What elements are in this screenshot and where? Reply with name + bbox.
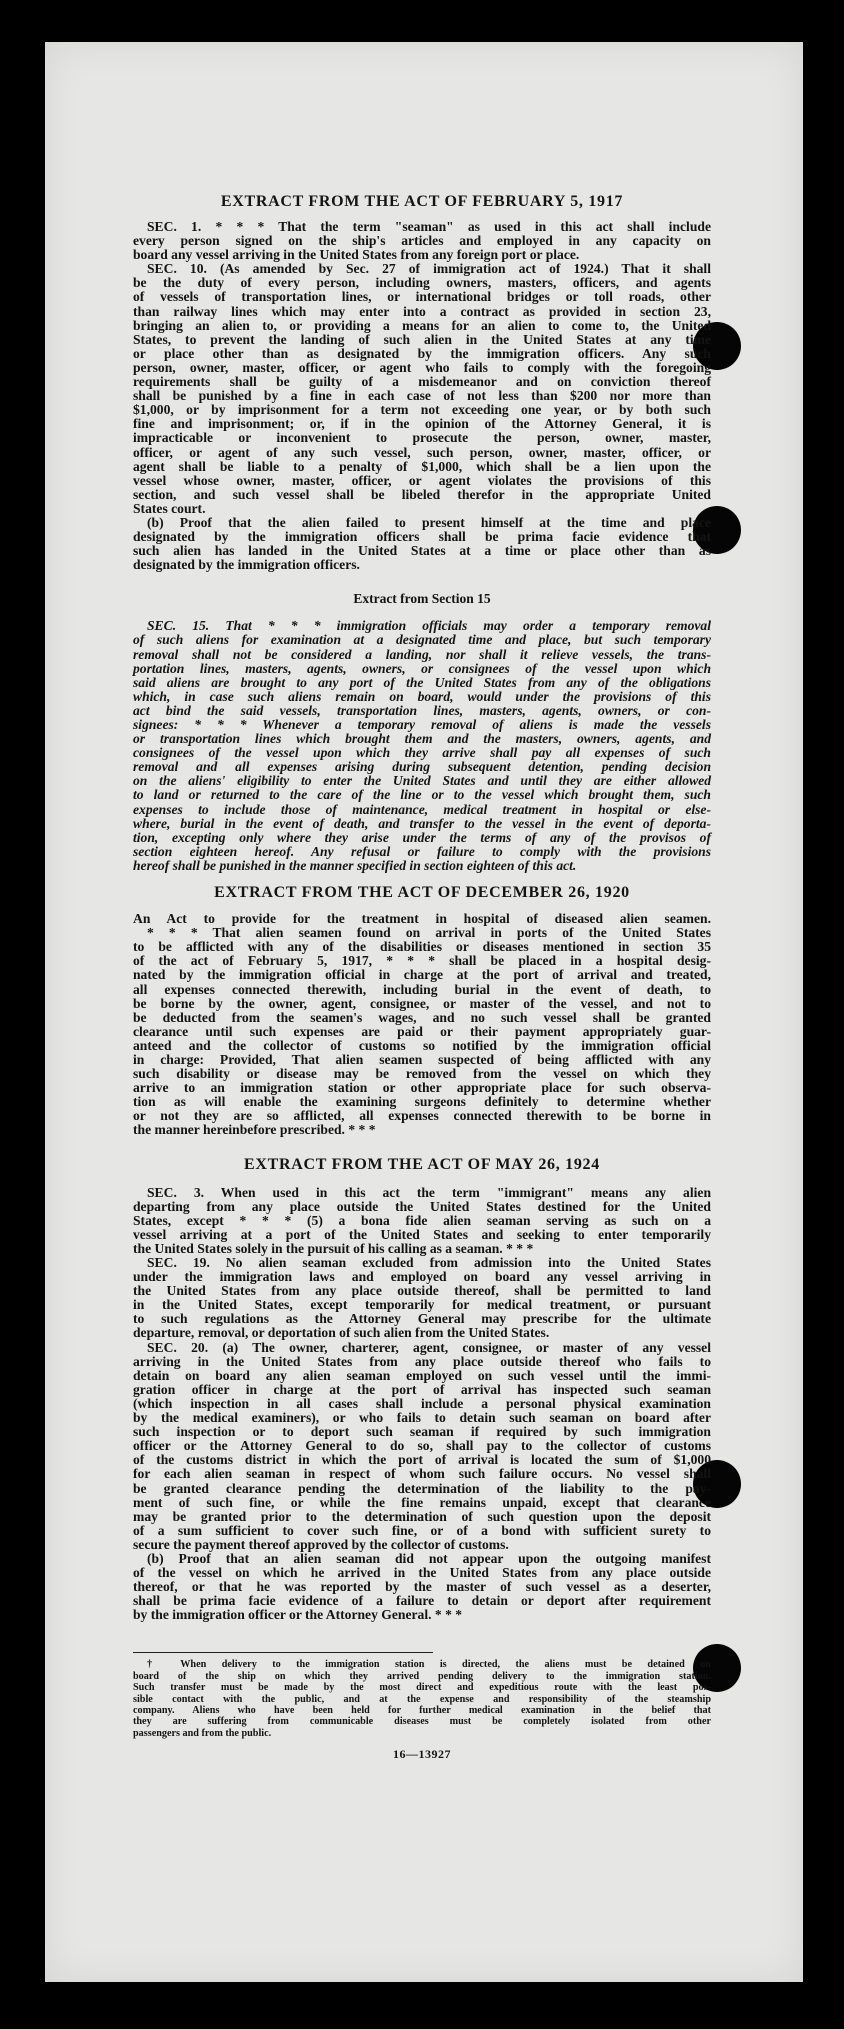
text-line: anteed and the collector of customs so notified by the immigration official [133,1037,711,1053]
text-line: removal shall not be considered a landing, nor shall it relieve vessels, the trans- [133,646,711,662]
footnote-line: they are suffering from communicable diseases must be completely isolated from other [133,1716,711,1728]
footnote-line: Such transfer must be made by the most direct and expeditious route with the least pos- [133,1682,711,1694]
text-line: designated by the immigration officers shall be prima facie evidence that [133,529,711,545]
heading-act-1920: EXTRACT FROM THE ACT OF DECEMBER 26, 1920 [214,884,630,902]
text-line: nated by the immigration official in charge at the port of arrival and treated, [133,967,711,983]
text-line: expenses to include those of maintenance, medical treatment in hospital or else- [133,801,711,817]
text-line: (which inspection in all cases shall include a personal physical examination [133,1395,711,1411]
text-line: of such aliens for examination at a designated time and place, but such temporary [133,632,711,648]
text-line: bringing an alien to, or providing a means for an alien to come to, the United [133,317,711,333]
text-line: of the act of February 5, 1917, * * * shall be placed in a hospital desig- [133,953,711,969]
text-line: in charge: Provided, That alien seamen suspected of being afflicted with any [133,1051,711,1067]
text-line: all expenses connected therewith, including burial in the event of death, to [133,981,711,997]
text-line: person, owner, master, officer, or agent who fails to comply with the foregoing [133,359,711,375]
text-line: to such regulations as the Attorney General may prescribe for the ultimate [133,1311,711,1327]
text-line: arrive to an immigration station or other appropriate place for such observa- [133,1080,711,1096]
text-line: tion, excepting only where they arise under the terms of any of the provisos of [133,829,711,845]
document-content [133,193,711,1762]
text-line: SEC. 1. * * * That the term "seaman" as used in this act shall include [147,219,711,234]
text-line: An Act to provide for the treatment in hospital of diseased alien seamen. [133,911,711,927]
text-line: be borne by the owner, agent, consignee, or master of the vessel, and not to [133,995,711,1011]
section-act-1924 [133,1186,711,1623]
text-line: arriving in the United States from any place outside thereof who fails to [133,1353,711,1369]
text-line: SEC. 10. (As amended by Sec. 27 of immigration act of 1924.) That it shall [147,261,711,277]
text-line: fine and imprisonment; or, if in the opinion of the Attorney General, it is [133,416,711,432]
text-line: impracticable or inconvenient to prosecute the person, owner, master, [133,430,711,446]
footnote-line: board of the ship on which they arrived pending delivery to the immigration station. [133,1670,711,1682]
text-line: such disability or disease may be removed from the vessel on which they [133,1066,711,1082]
text-line: (b) Proof that an alien seaman did not appear upon the outgoing manifest [147,1550,711,1566]
text-line: gration officer in charge at the port of arrival has inspected such seaman [133,1381,711,1397]
text-line: in the United States, except temporarily for medical treatment, or pursuant [133,1297,711,1313]
text-line: such alien has landed in the United States at a time or place other than as [133,543,711,559]
text-line: said aliens are brought to any port of the United States from any of the obligations [133,674,711,690]
text-line: * * * That alien seamen found on arrival in ports of the United States [147,925,711,941]
heading-section-15: Extract from Section 15 [353,591,491,607]
text-line: every person signed on the ship's articles and employed in any capacity on [133,233,711,249]
footnote [133,1659,711,1739]
text-line: secure the payment thereof approved by the collector of customs. [133,1536,509,1552]
text-line: may be granted prior to the determination of such question upon the deposit [133,1508,711,1524]
text-line: SEC. 19. No alien seaman excluded from admission into the United States [147,1255,711,1270]
text-line: hereof shall be punished in the manner specified in section eighteen of this act. [133,857,577,873]
text-line: of the vessel on which he arrived in the United States from any place outside [133,1565,711,1581]
text-line: to be afflicted with any of the disabilities or diseases mentioned in section 35 [133,939,711,955]
text-line: which, in case such aliens remain on board, would under the provisions of this [133,688,711,704]
text-line: detain on board any alien seaman employed on such vessel until the immi- [133,1367,711,1383]
text-line: for each alien seaman in respect of whom such failure occurs. No vessel shall [133,1466,711,1482]
text-line: section eighteen hereof. Any refusal or failure to comply with the provisions [133,843,711,859]
text-line: SEC. 3. When used in this act the term "immigrant" means any alien [147,1184,711,1200]
text-line: removal and all expenses arising during subsequent detention, pending decision [133,759,711,775]
text-line: be the duty of every person, including owners, masters, officers, and agents [133,275,711,291]
text-line: departing from any place outside the United States destined for the United [133,1198,711,1214]
text-line: act bind the said vessels, transportation lines, masters, agents, owners, or con- [133,702,711,718]
text-line: States, except * * * (5) a bona fide alien seaman serving as such on a [133,1212,711,1228]
text-line: (b) Proof that the alien failed to present himself at the time and place [147,514,711,530]
text-line: signees: * * * Whenever a temporary removal of aliens is made the vessels [133,717,711,732]
text-line: of vessels of transportation lines, or international bridges or toll roads, other [133,289,711,305]
section-act-1920 [133,912,711,1138]
section-act-1917 [133,220,711,572]
text-line: vessel arriving at a port of the United States and seeking to enter temporarily [133,1226,711,1242]
text-line: be deducted from the seamen's wages, and no such vessel shall be granted [133,1009,711,1025]
text-line: shall be punished by a fine in each case of not less than $200 nor more than [133,388,711,404]
text-line: States, to prevent the landing of such alien in the United States at any time [133,331,711,347]
text-line: officer, or agent of any such vessel, such person, owner, master, officer, or [133,444,711,460]
heading-act-1924: EXTRACT FROM THE ACT OF MAY 26, 1924 [244,1155,600,1173]
text-line: agent shall be liable to a penalty of $1,000, which shall be a lien upon the [133,458,711,474]
text-line: States court. [133,500,206,516]
text-line: under the immigration laws and employed on board any vessel arriving in [133,1269,711,1285]
footnote-line: passengers and from the public. [133,1727,272,1739]
footnote-line: sible contact with the public, and at the expense and responsibility of the steamship [133,1693,711,1705]
footnote-line: company. Aliens who have been held for further medical examination in the belief that [133,1705,711,1717]
text-line: on the aliens' eligibility to enter the United States and until they are either allowed [133,773,711,789]
text-line: ment of such fine, or while the fine remains unpaid, except that clearance [133,1494,711,1510]
text-line: be granted clearance pending the determination of the liability to the pay- [133,1480,711,1496]
footnote-divider [133,1652,433,1653]
text-line: to land or returned to the care of the line or to the vessel which brought them, such [133,787,711,803]
text-line: board any vessel arriving in the United States from any foreign port or place. [133,247,580,263]
heading-act-1917: EXTRACT FROM THE ACT OF FEBRUARY 5, 1917 [220,193,624,210]
text-line: SEC. 15. That * * * immigration officials may order a temporary removal [147,618,711,634]
text-line: or transportation lines which brought them and the masters, owners, agents, and [133,731,711,747]
text-line: vessel whose owner, master, officer, or agent violates the provisions of this [133,472,711,488]
text-line: the manner hereinbefore prescribed. * * * [133,1122,376,1138]
text-line: section, and such vessel shall be libeled therefor in the appropriate United [133,486,711,502]
text-line: tion as will enable the examining surgeons definitely to determine whether [133,1094,711,1110]
text-line: than railway lines which may enter into a contract as provided in section 23, [133,303,711,319]
text-line: of a sum sufficient to cover such fine, or of a bond with sufficient surety to [133,1522,711,1538]
text-line: departure, removal, or deportation of such alien from the United States. [133,1325,550,1341]
text-line: officer or the Attorney General to do so, shall pay to the collector of customs [133,1438,711,1454]
text-line: clearance until such expenses are paid or their payment appropriately guar- [133,1023,711,1039]
text-line: SEC. 20. (a) The owner, charterer, agent, consignee, or master of any vessel [147,1339,711,1355]
text-line: portation lines, masters, agents, owners, or consignees of the vessel upon which [133,660,711,676]
section-15-text [133,619,711,873]
text-line: by the immigration officer or the Attorney General. * * * [133,1607,463,1623]
text-line: the United States solely in the pursuit of his calling as a seaman. * * * [133,1240,534,1256]
text-line: designated by the immigration officers. [133,557,360,573]
text-line: such inspection or to deport such seaman if required by such immigration [133,1424,711,1440]
text-line: by the medical examiners), or who fails to detain such seaman on board after [133,1410,711,1426]
text-line: of the customs district in which the port of arrival is located the sum of $1,000 [133,1452,711,1468]
text-line: where, burial in the event of death, and transfer to the vessel in the event of deporta- [133,815,711,831]
text-line: or place other than as designated by the immigration officers. Any such [133,345,711,361]
text-line: thereof, or that he was reported by the master of such vessel as a deserter, [133,1579,711,1595]
print-code: 16—13927 [393,1747,451,1762]
text-line: requirements shall be guilty of a misdemeanor and on conviction thereof [133,374,711,390]
text-line: shall be prima facie evidence of a failure to detain or deport after requirement [133,1593,711,1609]
text-line: or not they are so afflicted, all expenses connected therewith to be borne in [133,1108,711,1124]
footnote-line: † When delivery to the immigration station is directed, the aliens must be detained on [147,1659,711,1671]
text-line: $1,000, or by imprisonment for a term not exceeding one year, or by both such [133,402,711,418]
text-line: consignees of the vessel upon which they arrive shall pay all expenses of such [133,745,711,761]
text-line: the United States from any place outside thereof, shall be permitted to land [133,1283,711,1299]
